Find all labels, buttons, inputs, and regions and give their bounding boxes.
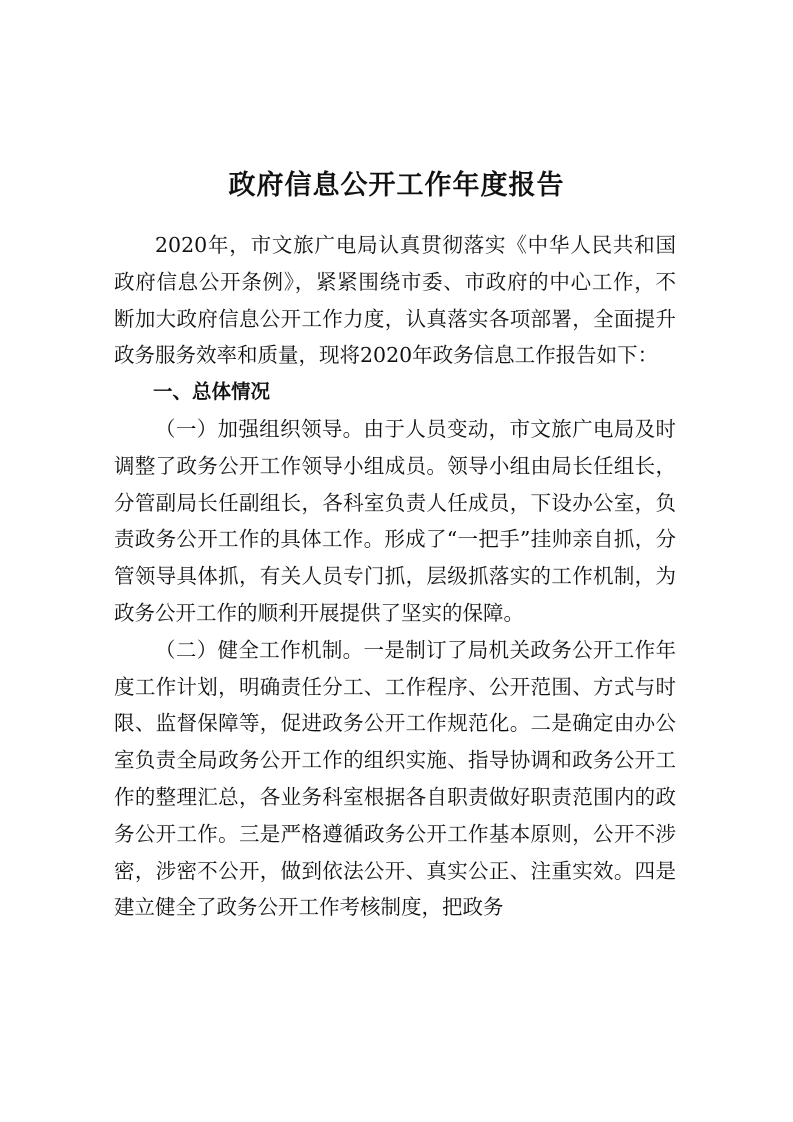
document-body <box>114 227 676 926</box>
intro-paragraph: 2020年，市文旅广电局认真贯彻落实《中华人民共和国政府信息公开条例》，紧紧围绕市委、市政府的中心工作，不断加大政府信息公开工作力度，认真落实各项部署，全面提升政务服务效率和质量，现将2020年政务信息工作报告如下： <box>114 233 676 368</box>
section-heading: 一、总体情况 <box>153 380 271 404</box>
document-title: 政府信息公开工作年度报告 <box>228 170 565 201</box>
work-mechanism-paragraph: （二）健全工作机制。一是制订了局机关政务公开工作年度工作计划，明确责任分工、工作程序、公开范围、方式与时限、监督保障等，促进政务公开工作规范化。二是确定由办公室负责全局政务公开工作的组织实施、指导协调和政务公开工作的整理汇总，各业务科室根据各自职责做好职责范围内的政务公开工作。三是严格遵循政务公开工作基本原则，公开不涉密，涉密不公开，做到依法公开、真实公正、注重实效。四是建立健全了政务公开工作考核制度，把政务 <box>114 637 676 920</box>
organization-leadership-paragraph: （一）加强组织领导。由于人员变动，市文旅广电局及时调整了政务公开工作领导小组成员。领导小组由局长任组长，分管副局长任副组长，各科室负责人任成员，下设办公室，负责政务公开工作的具体工作。形成了“一把手”挂帅亲自抓，分管领导具体抓，有关人员专门抓，层级抓落实的工作机制，为政务公开工作的顺利开展提供了坚实的保障。 <box>114 416 676 625</box>
